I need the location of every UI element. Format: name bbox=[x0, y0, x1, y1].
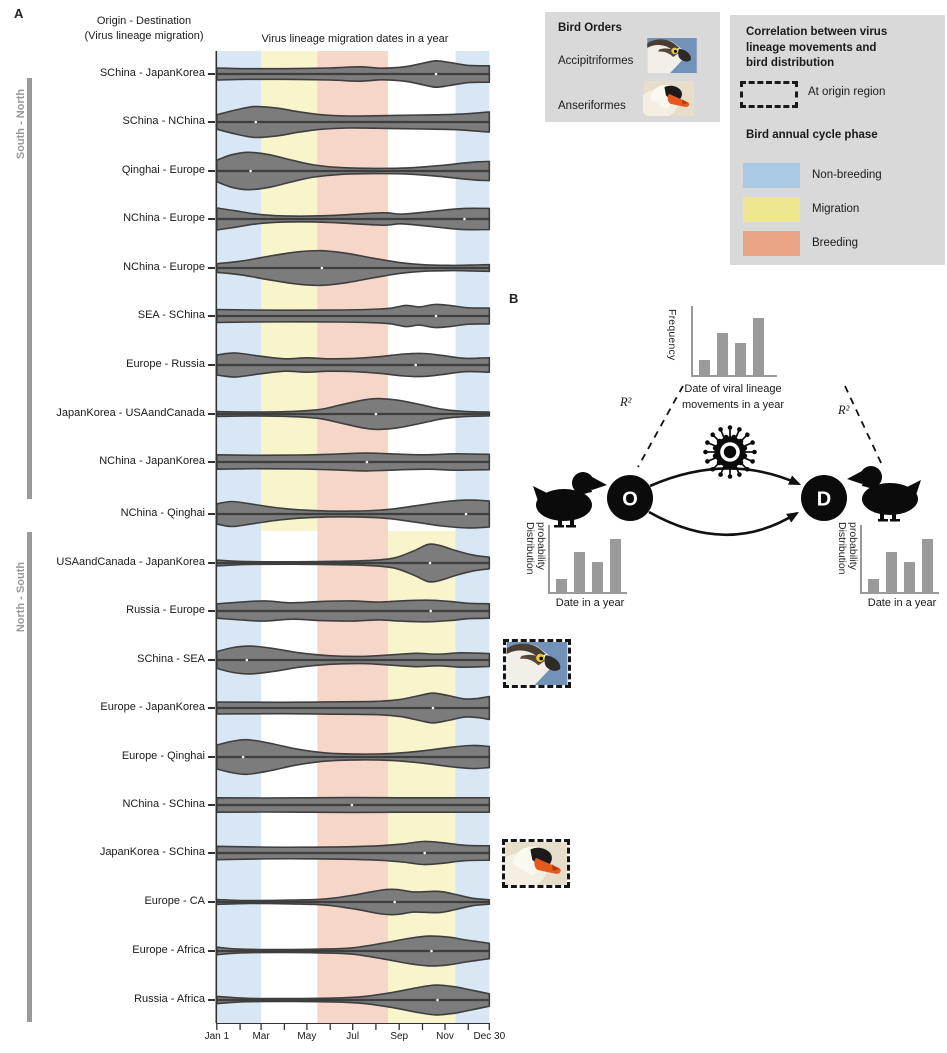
group-label-north-south: North - South bbox=[15, 561, 27, 633]
distribution-probability-label-right bbox=[836, 522, 858, 594]
frequency-axis-label: Frequency bbox=[666, 309, 678, 361]
legend-item-accipitriformes: Accipitriformes bbox=[558, 55, 634, 67]
origin-destination-header-line1: Origin - Destination bbox=[96, 15, 192, 27]
dashed-correlation-line-right bbox=[845, 386, 883, 467]
origin-destination-header-line2: (Virus lineage migration) bbox=[84, 30, 204, 42]
phase-legend-title: Bird annual cycle phase bbox=[746, 129, 878, 141]
migration-arc-lower bbox=[649, 512, 797, 535]
x-tick-label: Jul bbox=[346, 1031, 360, 1042]
distribution-mini-chart-left bbox=[548, 525, 627, 594]
distribution-label-line2: probability bbox=[847, 522, 859, 570]
origin-node-letter: O bbox=[622, 488, 638, 511]
row-label: Europe - Russia bbox=[126, 358, 205, 370]
virus-spike-tip bbox=[737, 427, 742, 432]
distribution-label-line1: Distribution bbox=[524, 522, 536, 575]
x-tick-label: Jan 1 bbox=[204, 1031, 230, 1042]
breeding-label: Breeding bbox=[812, 237, 859, 249]
x-tick-label: May bbox=[297, 1031, 317, 1042]
virus-spike-tip bbox=[737, 472, 742, 477]
migration-arc-upper bbox=[650, 468, 799, 486]
dashed-correlation-line-left bbox=[638, 386, 683, 467]
row-label: Qinghai - Europe bbox=[121, 164, 205, 176]
mini-bar bbox=[886, 552, 897, 592]
apex-text-line2: movements in a year bbox=[681, 399, 785, 411]
distribution-label-line2: probability bbox=[535, 522, 547, 570]
virus-spike-tip bbox=[728, 425, 733, 430]
group-label-south-north: South - North bbox=[15, 88, 27, 160]
x-tick-label: Nov bbox=[436, 1031, 454, 1042]
virus-spike-tip bbox=[745, 467, 750, 472]
virus-spike-tip bbox=[728, 474, 733, 479]
row-label: Russia - Europe bbox=[126, 604, 205, 616]
row-label: USAandCanada - JapanKorea bbox=[56, 556, 205, 568]
arrowhead-upper bbox=[788, 476, 803, 490]
distribution-mini-chart-right bbox=[860, 525, 939, 594]
mini-bar bbox=[574, 552, 585, 592]
row-label: JapanKorea - SChina bbox=[99, 846, 205, 858]
mini-bar bbox=[556, 579, 567, 592]
row-label: JapanKorea - USAandCanada bbox=[56, 407, 205, 419]
duck-icon-right bbox=[847, 466, 921, 522]
r-squared-left: R² bbox=[620, 395, 632, 409]
distribution-probability-label-left bbox=[524, 522, 546, 594]
virus-spike-tip bbox=[718, 472, 723, 477]
distribution-bars-left bbox=[556, 539, 621, 592]
virus-icon bbox=[703, 425, 757, 479]
mini-bar bbox=[610, 539, 621, 592]
legend-correlation-title-line1: Correlation between virus bbox=[746, 26, 888, 38]
virus-spike-tip bbox=[745, 432, 750, 437]
row-label: SChina - SEA bbox=[137, 653, 205, 665]
row-label: NChina - Qinghai bbox=[120, 507, 205, 519]
legend-bird-orders-title: Bird Orders bbox=[558, 22, 622, 34]
duck-icon-left bbox=[533, 472, 607, 528]
virus-spike-tip bbox=[710, 432, 715, 437]
row-label: Europe - Qinghai bbox=[121, 750, 205, 762]
panel-a-label: A bbox=[14, 6, 24, 21]
row-label: NChina - SChina bbox=[122, 798, 205, 810]
date-in-a-year-label-right: Date in a year bbox=[867, 597, 937, 609]
row-label: SEA - SChina bbox=[137, 309, 205, 321]
virus-spike-tip bbox=[750, 440, 755, 445]
mini-bar bbox=[868, 579, 879, 592]
migration-label: Migration bbox=[812, 203, 860, 215]
virus-spike-tip bbox=[705, 440, 710, 445]
virus-core bbox=[724, 446, 736, 458]
virus-spike-tip bbox=[718, 427, 723, 432]
mini-bar bbox=[904, 562, 915, 592]
row-label: Russia - Africa bbox=[134, 993, 205, 1005]
virus-spike-tip bbox=[750, 459, 755, 464]
panel-b-label: B bbox=[509, 291, 519, 306]
row-label: Europe - JapanKorea bbox=[100, 701, 205, 713]
virus-spike-tip bbox=[705, 459, 710, 464]
legend-correlation-title-line3: bird distribution bbox=[746, 57, 835, 69]
non-breeding-label: Non-breeding bbox=[812, 169, 882, 181]
virus-spike-tip bbox=[752, 450, 757, 455]
apex-text-line1: Date of viral lineage bbox=[684, 383, 782, 395]
r-squared-right: R² bbox=[838, 403, 850, 417]
legend-item-anseriformes: Anseriformes bbox=[558, 100, 626, 112]
mini-bar bbox=[592, 562, 603, 592]
distribution-label-line1: Distribution bbox=[836, 522, 848, 575]
virus-spike-tip bbox=[710, 467, 715, 472]
destination-node-letter: D bbox=[816, 488, 832, 511]
mini-bar bbox=[922, 539, 933, 592]
row-label: NChina - Europe bbox=[123, 261, 205, 273]
at-origin-region-label: At origin region bbox=[808, 86, 886, 98]
row-label: SChina - JapanKorea bbox=[99, 67, 205, 79]
date-in-a-year-label-left: Date in a year bbox=[555, 597, 625, 609]
row-label: Europe - CA bbox=[144, 895, 205, 907]
x-tick-label: Mar bbox=[252, 1031, 270, 1042]
x-tick-label: Dec 30 bbox=[473, 1031, 506, 1042]
row-label: NChina - Europe bbox=[123, 212, 205, 224]
arrowhead-lower bbox=[786, 508, 801, 523]
row-label: Europe - Africa bbox=[132, 944, 205, 956]
distribution-bars-right bbox=[868, 539, 933, 592]
row-label: NChina - JapanKorea bbox=[99, 455, 205, 467]
plot-title: Virus lineage migration dates in a year bbox=[261, 33, 449, 45]
virus-spike-tip bbox=[703, 450, 708, 455]
x-tick-label: Sep bbox=[390, 1031, 409, 1042]
row-label: SChina - NChina bbox=[122, 115, 205, 127]
legend-correlation-title-line2: lineage movements and bbox=[746, 41, 877, 54]
